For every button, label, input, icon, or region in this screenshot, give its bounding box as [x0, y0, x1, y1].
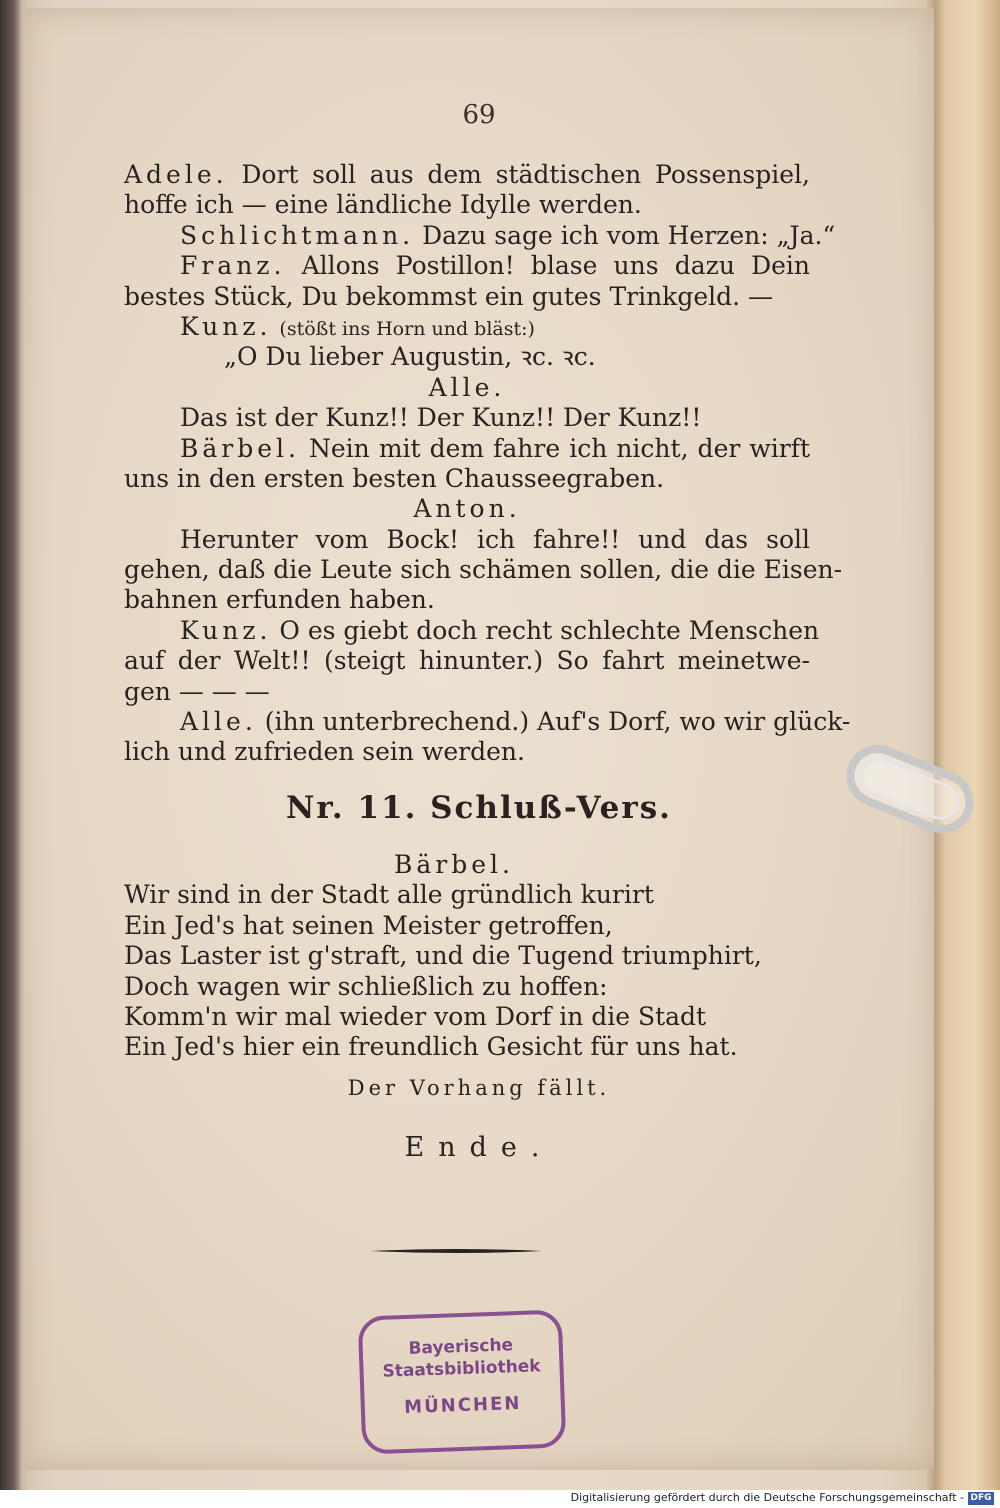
- speaker-name: Anton.: [413, 494, 521, 524]
- text-line: [124, 464, 810, 494]
- verse-line: Doch wagen wir schließlich zu hoffen:: [124, 971, 608, 1001]
- verse-line: Ein Jed's hat seinen Meister getroffen,: [124, 910, 613, 940]
- text-line: [124, 220, 836, 251]
- stage-direction: (stößt ins Horn und bläst:): [279, 317, 535, 340]
- stamp-line-3: MÜNCHEN: [403, 1392, 522, 1419]
- footer-credit: Digitalisierung gefördert durch die Deutsche Forschungsgemeinschaft -: [570, 1491, 964, 1504]
- speaker-name: Alle.: [180, 707, 257, 737]
- text-line: [124, 190, 810, 220]
- text-line: [124, 677, 810, 707]
- text-line: [124, 555, 843, 585]
- text-line: [124, 585, 810, 615]
- line-text: bestes Stück, Du bekommst ein gutes Trinkgeld. —: [124, 281, 774, 311]
- book-page: [24, 8, 934, 1470]
- verse-line: Ein Jed's hier ein freundlich Gesicht für uns hat.: [124, 1032, 738, 1062]
- closing-verse: [124, 850, 784, 1063]
- text-line: [124, 707, 851, 737]
- curtain-direction: Der Vorhang fällt.: [347, 1076, 611, 1100]
- text-line: [124, 646, 810, 676]
- dfg-logo: DFG: [968, 1492, 994, 1505]
- verse-line: Wir sind in der Stadt alle gründlich kurirt: [124, 880, 654, 910]
- text-line: [124, 312, 810, 342]
- text-line: [124, 282, 810, 312]
- stamp-line-1: Bayerische: [408, 1335, 514, 1359]
- line-text: O es giebt doch recht schlechte Menschen: [279, 615, 820, 645]
- text-line: [124, 342, 810, 372]
- text-line: [124, 251, 810, 281]
- verse-speaker: Bärbel.: [394, 850, 514, 879]
- speaker-name: Bärbel.: [180, 433, 300, 463]
- line-text: hoffe ich — eine ländliche Idylle werden.: [124, 190, 642, 220]
- speaker-name: Adele.: [124, 160, 228, 189]
- line-text: Nein mit dem fahre ich nicht, der wirft: [309, 433, 810, 463]
- verse-line: Das Laster ist g'straft, und die Tugend triumphirt,: [124, 941, 762, 971]
- text-line: [124, 525, 810, 555]
- line-text: gehen, daß die Leute sich schämen sollen, die die Eisen-: [124, 555, 843, 585]
- line-text: „O Du lieber Augustin, ꝛc. ꝛc.: [224, 342, 596, 372]
- line-text: uns in den ersten besten Chausseegraben.: [124, 463, 665, 493]
- text-line: [124, 403, 810, 433]
- line-text: bahnen erfunden haben.: [124, 585, 435, 615]
- speaker-name: Alle.: [428, 372, 506, 402]
- library-stamp: [358, 1309, 567, 1454]
- line-text: Dazu sage ich vom Herzen: „Ja.“: [422, 220, 836, 250]
- line-text: Allons Postillon! blase uns dazu Dein: [301, 251, 811, 281]
- line-text: Herunter vom Bock! ich fahre!! und das soll: [180, 524, 810, 554]
- speaker-name: Schlichtmann.: [180, 220, 415, 250]
- text-line: [124, 434, 810, 464]
- text-line: [124, 373, 810, 403]
- line-text: gen — — —: [124, 676, 270, 706]
- verse-line: Komm'n wir mal wieder vom Dorf in die Stadt: [124, 1001, 707, 1031]
- line-text: lich und zufrieden sein werden.: [124, 737, 525, 767]
- speaker-name: Kunz.: [180, 615, 272, 645]
- stamp-line-2: Staatsbibliothek: [382, 1356, 541, 1382]
- dialogue-text: [124, 160, 851, 768]
- end-word: Ende.: [404, 1132, 554, 1163]
- section-heading: Nr. 11. Schluß-Vers.: [286, 790, 672, 826]
- line-text: auf der Welt!! (steigt hinunter.) So fahrt meinetwe-: [124, 646, 810, 676]
- speaker-name: Franz.: [180, 251, 286, 281]
- line-text: (ihn unterbrechend.) Auf's Dorf, wo wir glück-: [264, 707, 851, 737]
- ornamental-rule: [370, 1246, 542, 1256]
- page-number: 69: [462, 100, 496, 130]
- text-line: [124, 615, 820, 646]
- text-line: [124, 160, 810, 190]
- text-line: [124, 494, 810, 524]
- line-text: Das ist der Kunz!! Der Kunz!! Der Kunz!!: [180, 403, 702, 433]
- footer-bar: [0, 1490, 1000, 1508]
- line-text: Dort soll aus dem städtischen Possenspiel,: [241, 160, 810, 189]
- speaker-name: Kunz.: [180, 311, 272, 341]
- text-line: [124, 737, 810, 767]
